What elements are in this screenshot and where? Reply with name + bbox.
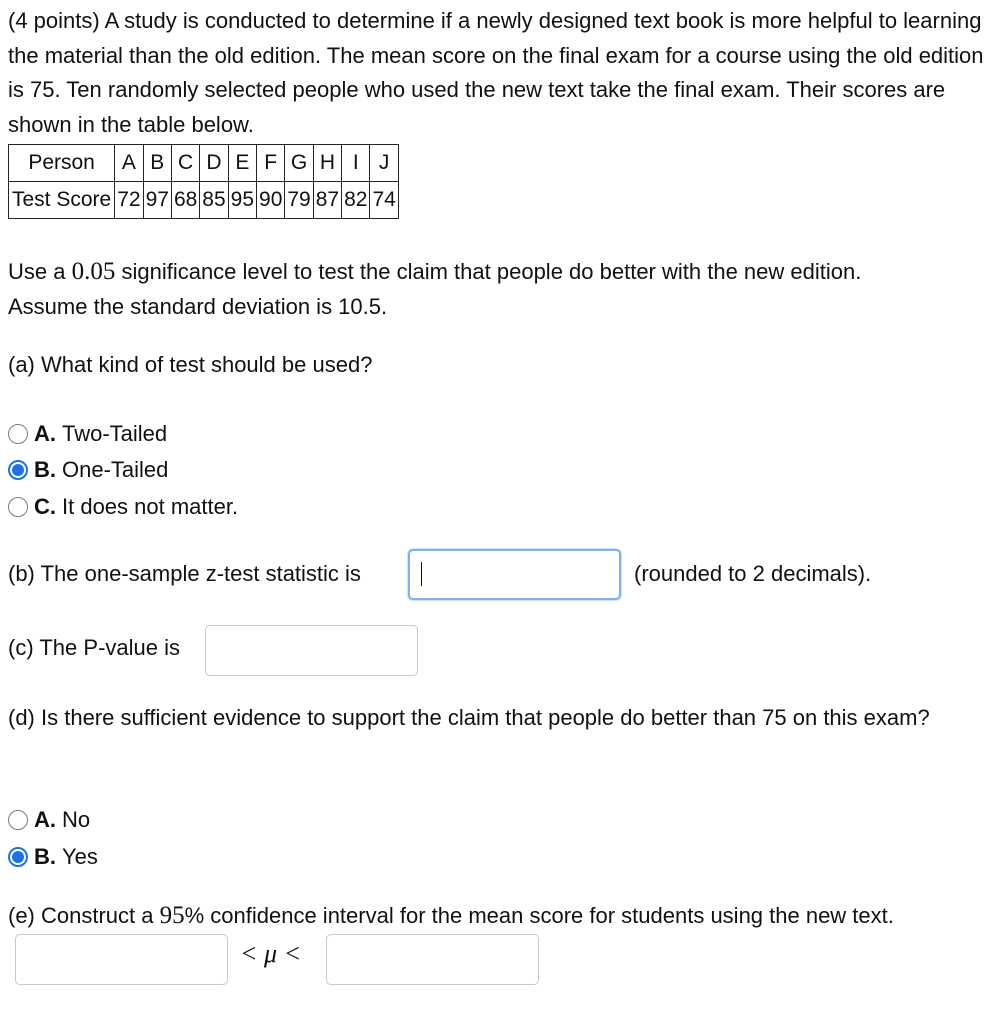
table-cell: 68 bbox=[171, 182, 199, 219]
part-c-prompt: (c) The P-value is bbox=[8, 635, 180, 660]
option-letter: A. bbox=[34, 421, 56, 446]
part-d-option-b[interactable] bbox=[8, 843, 98, 871]
option-letter: A. bbox=[34, 807, 56, 832]
person-row-label: Person bbox=[9, 145, 115, 182]
option-letter: C. bbox=[34, 494, 56, 519]
table-cell: C bbox=[171, 145, 199, 182]
radio-button-selected[interactable] bbox=[8, 847, 28, 867]
part-a-option-b[interactable] bbox=[8, 456, 168, 484]
table-cell: 82 bbox=[342, 182, 370, 219]
radio-button-selected[interactable] bbox=[8, 460, 28, 480]
part-e-suffix: % confidence interval for the mean score for students using the new text. bbox=[184, 903, 894, 928]
significance-suffix: significance level to test the claim that people do better with the new edition. bbox=[115, 259, 862, 284]
radio-button[interactable] bbox=[8, 497, 28, 517]
table-cell: 90 bbox=[257, 182, 285, 219]
table-cell: 79 bbox=[285, 182, 313, 219]
option-text: It does not matter. bbox=[62, 494, 239, 519]
part-e-prompt bbox=[8, 899, 894, 933]
score-row-label: Test Score bbox=[9, 182, 115, 219]
table-cell: 87 bbox=[313, 182, 341, 219]
table-cell: F bbox=[257, 145, 285, 182]
part-a-option-c[interactable] bbox=[8, 493, 238, 521]
part-a-prompt: (a) What kind of test should be used? bbox=[8, 352, 373, 377]
table-cell: 72 bbox=[115, 182, 143, 219]
part-b-prompt: (b) The one-sample z-test statistic is bbox=[8, 561, 361, 586]
table-cell: E bbox=[228, 145, 256, 182]
table-cell: 97 bbox=[143, 182, 171, 219]
option-text: One-Tailed bbox=[62, 457, 169, 482]
part-e-prefix: (e) Construct a bbox=[8, 903, 160, 928]
scores-table bbox=[8, 144, 399, 219]
part-d-option-a[interactable] bbox=[8, 806, 90, 834]
option-text: No bbox=[62, 807, 91, 832]
confidence-level: 95 bbox=[159, 902, 185, 929]
part-d-prompt: (d) Is there sufficient evidence to support the claim that people do better than 75 on this exam? bbox=[8, 705, 930, 730]
option-text: Yes bbox=[62, 844, 98, 869]
alpha-value: 0.05 bbox=[71, 258, 116, 285]
rounding-note: (rounded to 2 decimals). bbox=[634, 561, 872, 586]
table-cell: H bbox=[313, 145, 341, 182]
table-cell: A bbox=[115, 145, 143, 182]
table-cell: 95 bbox=[228, 182, 256, 219]
ci-lower-input[interactable] bbox=[15, 934, 228, 985]
std-dev-statement: Assume the standard deviation is 10.5. bbox=[8, 293, 388, 319]
significance-prefix: Use a bbox=[8, 259, 72, 284]
significance-statement bbox=[8, 255, 998, 324]
question-intro: (4 points) A study is conducted to determine if a newly designed text book is more helpful to learning the material than the old edition. The mean score on the final exam for a course using the old edition is 75. Ten randomly selected people who used the new text take the final exam. Their scores are shown in the table below. bbox=[8, 8, 984, 137]
ci-upper-input[interactable] bbox=[326, 934, 539, 985]
table-cell: D bbox=[200, 145, 228, 182]
mu-inequality: < μ < bbox=[240, 939, 302, 968]
table-cell: 74 bbox=[370, 182, 398, 219]
part-a-option-a[interactable] bbox=[8, 420, 167, 448]
table-cell: B bbox=[143, 145, 171, 182]
table-row bbox=[9, 145, 399, 182]
table-cell: 85 bbox=[200, 182, 228, 219]
option-letter: B. bbox=[34, 844, 56, 869]
z-statistic-input[interactable] bbox=[408, 549, 621, 600]
radio-button[interactable] bbox=[8, 424, 28, 444]
table-row bbox=[9, 182, 399, 219]
table-cell: G bbox=[285, 145, 313, 182]
table-cell: I bbox=[342, 145, 370, 182]
text-caret bbox=[421, 562, 422, 586]
option-letter: B. bbox=[34, 457, 56, 482]
radio-button[interactable] bbox=[8, 810, 28, 830]
option-text: Two-Tailed bbox=[62, 421, 168, 446]
p-value-input[interactable] bbox=[205, 625, 418, 676]
table-cell: J bbox=[370, 145, 398, 182]
